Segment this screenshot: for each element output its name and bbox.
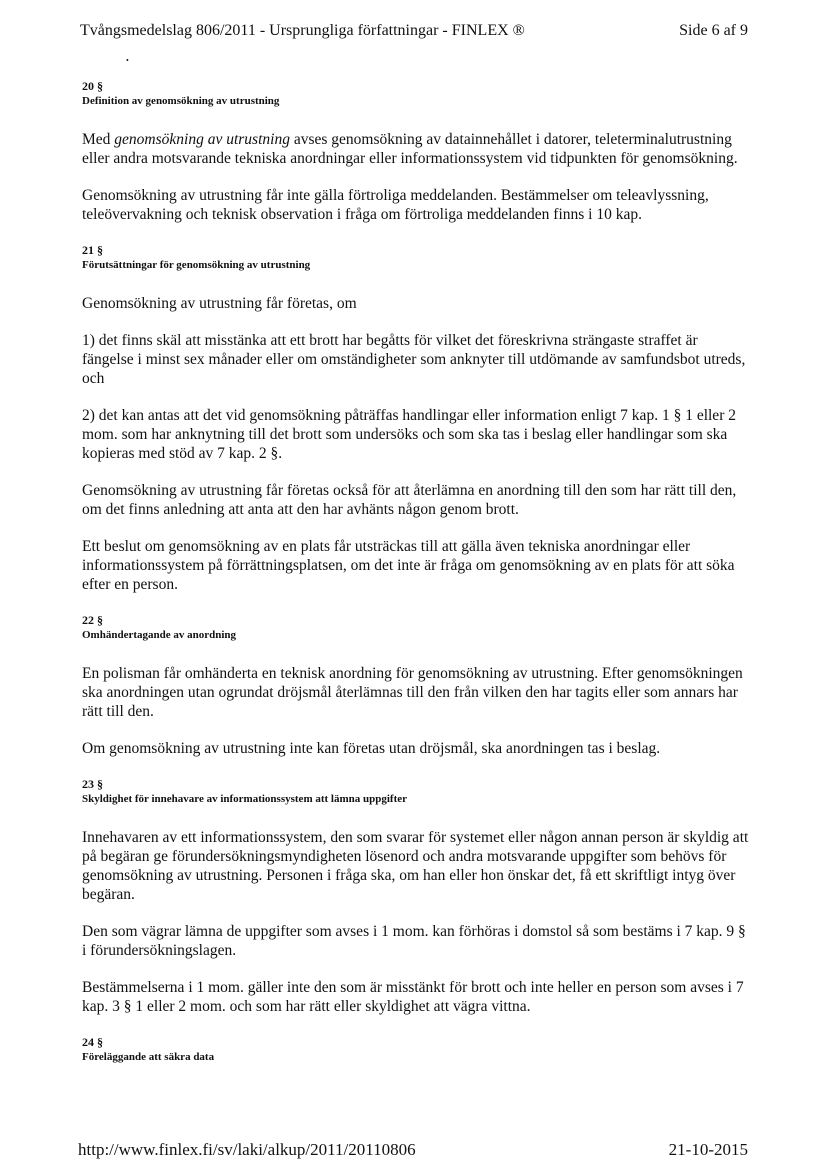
section [82,612,752,758]
paragraph-text: 1) det finns skäl att misstänka att ett brott har begåtts för vilket det föreskrivna strängaste straffet är fängelse i minst sex månader eller om omständigheter som anknyter till utdömande av samfundsbot utreds, och [82,332,746,387]
section-title: Definition av genomsökning av utrustning [82,95,280,107]
section-number: 22 § [82,613,103,627]
paragraph-text: Ett beslut om genomsökning av en plats får utsträckas till att gälla även tekniska anordningar eller informationssystem på förrättningsplatsen, om det inte är fråga om genomsökning av en plats för att söka efter en person. [82,538,735,593]
section [82,776,752,1016]
section-number: 24 § [82,1035,103,1049]
paragraph [82,294,752,313]
section-number: 21 § [82,243,103,257]
paragraph [82,537,752,594]
source-url[interactable]: http://www.finlex.fi/sv/laki/alkup/2011/20110806 [78,1140,416,1159]
stray-mark: • [126,56,129,65]
paragraph-text: Innehavaren av ett informationssystem, den som svarar för systemet eller någon annan person är skyldig att på begäran ge förundersökningsmyndigheten lösenord och andra motsvarande uppgifter som behövs för genomsökning av utrustning. Personen i fråga ska, om han eller hon önskar det, få ett skriftligt intyg över begäran. [82,829,749,903]
section-number: 23 § [82,777,103,791]
section [82,78,752,224]
page-footer [78,1140,748,1160]
paragraph-text: En polisman får omhänderta en teknisk anordning för genomsökning av utrustning. Efter genomsökningen ska anordningen utan ogrundat dröjsmål återlämnas till den från vilken den har tagits eller som annars har rätt till den. [82,665,743,720]
document-body [82,78,752,1086]
paragraph-text: 2) det kan antas att det vid genomsökning påträffas handlingar eller information enligt 7 kap. 1 § 1 eller 2 mom. som har anknytning till det brott som undersöks och som ska tas i beslag eller handlingar som ska kopieras med stöd av 7 kap. 2 §. [82,407,736,462]
document-title: Tvångsmedelslag 806/2011 - Ursprungliga författningar - FINLEX ® [80,22,525,39]
paragraph-text: Den som vägrar lämna de uppgifter som avses i 1 mom. kan förhöras i domstol så som bestäms i 7 kap. 9 § i förundersökningslagen. [82,923,746,959]
paragraph [82,186,752,224]
paragraph-text: avses genomsökning av datainnehållet i datorer, teleterminalutrustning eller andra motsvarande tekniska anordningar eller informationssystem vid tidpunkten för genomsökning. [82,131,738,167]
section [82,1034,752,1064]
section-title: Förutsättningar för genomsökning av utrustning [82,259,311,271]
paragraph [82,331,752,388]
paragraph-text: Genomsökning av utrustning får inte gälla förtroliga meddelanden. Bestämmelser om teleavlyssning, teleövervakning och teknisk observation i fråga om förtroliga meddelanden finns i 10 kap. [82,187,709,223]
print-date: 21-10-2015 [668,1140,748,1159]
page-number: Side 6 af 9 [679,22,748,39]
section-title: Föreläggande att säkra data [82,1051,215,1063]
page-header [80,22,748,40]
section-title: Skyldighet för innehavare av informationssystem att lämna uppgifter [82,793,408,805]
paragraph-text: Om genomsökning av utrustning inte kan företas utan dröjsmål, ska anordningen tas i beslag. [82,740,661,757]
section [82,242,752,594]
paragraph [82,922,752,960]
paragraph-text: Genomsökning av utrustning får företas, om [82,295,357,312]
section-number: 20 § [82,79,103,93]
paragraph-text: Med [82,131,115,148]
paragraph [82,828,752,904]
paragraph [82,664,752,721]
defined-term: genomsökning av utrustning [114,131,290,148]
paragraph [82,739,752,758]
paragraph [82,978,752,1016]
paragraph-text: Genomsökning av utrustning får företas också för att återlämna en anordning till den som har rätt till den, om det finns anledning att anta att den har avhänts någon genom brott. [82,482,737,518]
paragraph [82,130,752,168]
paragraph [82,406,752,463]
paragraph [82,481,752,519]
section-title: Omhändertagande av anordning [82,629,237,641]
paragraph-text: Bestämmelserna i 1 mom. gäller inte den som är misstänkt för brott och inte heller en person som avses i 7 kap. 3 § 1 eller 2 mom. och som har rätt eller skyldighet att vägra vittna. [82,979,744,1015]
